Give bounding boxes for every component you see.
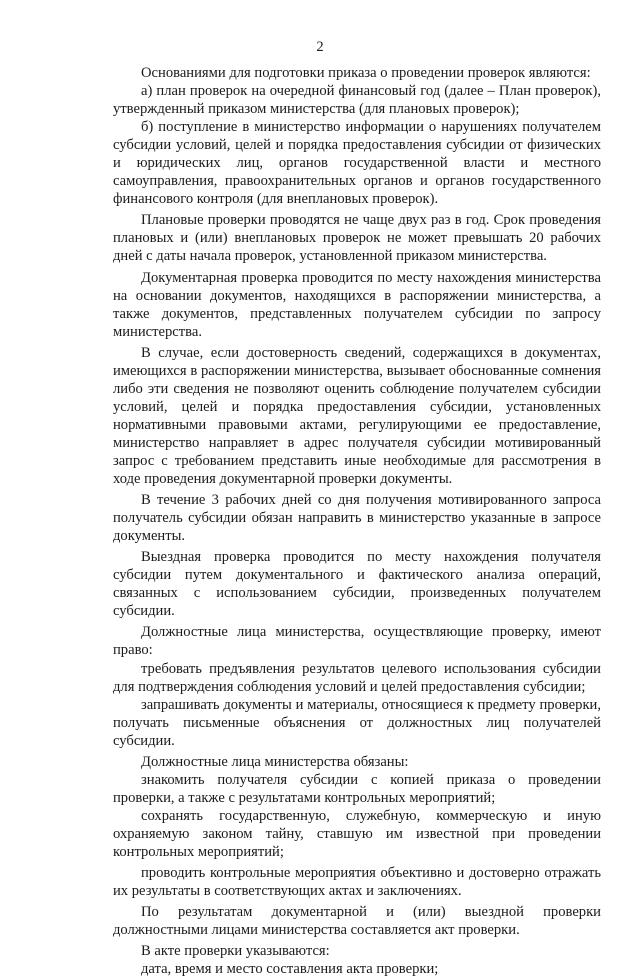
paragraph: Плановые проверки проводятся не чаще двух раз в год. Срок проведения плановых и (или) внеплановых проверок не может превышать 20 рабочих дней с даты начала проверок, установленной приказом министерства. xyxy=(113,212,601,265)
paragraph: По результатам документарной и (или) выездной проверки должностными лицами министерства составляется акт проверки. xyxy=(113,904,601,939)
paragraph: требовать предъявления результатов целевого использования субсидии для подтверждения соблюдения условий и целей предоставления субсидии; xyxy=(113,660,601,695)
paragraph: проводить контрольные мероприятия объективно и достоверно отражать их результаты в соответствующих актах и заключениях. xyxy=(113,865,601,900)
document-body xyxy=(113,64,601,978)
paragraph: Основаниями для подготовки приказа о проведении проверок являются: xyxy=(141,65,591,81)
paragraph: Документарная проверка проводится по месту нахождения министерства на основании документов, находящихся в распоряжении министерства, а также документов, представленных получателем субсидии по запросу министерства. xyxy=(113,269,601,340)
paragraph: б) поступление в министерство информации о нарушениях получателем субсидии условий, целей и порядка предоставления субсидии от физических и юридических лиц, органов государственной власти и местного самоуправления, правоохранительных органов и органов государственного финансового контроля (для внеплановых проверок). xyxy=(113,119,601,208)
paragraph: В акте проверки указываются: xyxy=(141,943,330,960)
paragraph: В течение 3 рабочих дней со дня получения мотивированного запроса получатель субсидии обязан направить в министерство указанные в запросе документы. xyxy=(113,492,601,545)
paragraph: знакомить получателя субсидии с копией приказа о проведении проверки, а также с результатами контрольных мероприятий; xyxy=(113,771,601,806)
paragraph: Должностные лица министерства обязаны: xyxy=(141,753,409,770)
paragraph: а) план проверок на очередной финансовый год (далее – План проверок), утвержденный приказом министерства (для плановых проверок); xyxy=(113,83,601,118)
paragraph: Выездная проверка проводится по месту нахождения получателя субсидии путем документального и фактического анализа операций, связанных с использованием субсидии, произведенных получателем субсидии. xyxy=(113,549,601,620)
page-number: 2 xyxy=(316,39,324,55)
paragraph: сохранять государственную, служебную, коммерческую и иную охраняемую законом тайну, ставшую им известной при проведении контрольных мероприятий; xyxy=(113,807,601,860)
paragraph: В случае, если достоверность сведений, содержащихся в документах, имеющихся в распоряжении министерства, вызывает обоснованные сомнения либо эти сведения не позволяют оценить соблюдение получателем субсидии условий, целей и порядка предоставления субсидии, установленных нормативными правовыми актами, регулирующими ее предоставление, министерство направляет в адрес получателя субсидии мотивированный запрос с требованием представить иные необходимые для рассмотрения в ходе проведения документарной проверки документы. xyxy=(113,344,601,488)
paragraph: Должностные лица министерства, осуществляющие проверку, имеют право: xyxy=(113,624,601,659)
paragraph: запрашивать документы и материалы, относящиеся к предмету проверки, получать письменные объяснения от должностных лиц получателей субсидии. xyxy=(113,696,601,749)
paragraph: дата, время и место составления акта проверки; xyxy=(141,961,439,978)
